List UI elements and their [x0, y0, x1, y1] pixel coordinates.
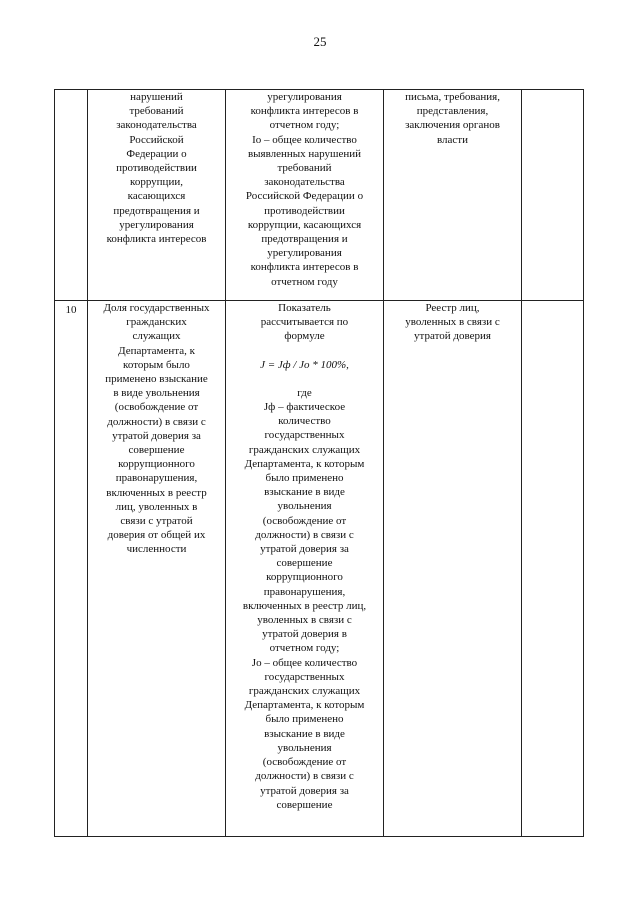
indicator-line: коррупции,: [130, 176, 183, 189]
row-number-cell: 10: [55, 301, 88, 837]
formula-line: должности) в связи с: [255, 528, 354, 541]
formula-line: утратой доверия за: [260, 543, 349, 556]
source-line: власти: [437, 133, 468, 146]
indicator-line: лиц, уволенных в: [115, 500, 198, 513]
formula-line: было применено: [265, 472, 344, 485]
source-line: Реестр лиц,: [425, 302, 480, 314]
indicator-line: противодействии: [116, 162, 197, 175]
formula-line: Jф – фактическое: [263, 401, 346, 414]
formula-line: предотвращения и: [261, 233, 348, 246]
indicator-line: нарушений: [130, 91, 183, 103]
row-number-cell: [55, 90, 88, 301]
formula-cell: [226, 90, 384, 301]
formula-line: урегулирования: [267, 247, 342, 260]
indicators-table: [54, 89, 584, 837]
formula-line: включенных в реестр лиц,: [242, 599, 367, 612]
formula-line: государственных: [264, 670, 345, 683]
formula-line: требований: [277, 162, 332, 175]
source-line: утратой доверия: [414, 330, 491, 343]
indicator-cell: [88, 90, 226, 301]
extra-cell: [522, 90, 584, 301]
indicator-line: требований: [129, 105, 184, 118]
formula-line: выявленных нарушений: [247, 147, 362, 160]
source-line: представления,: [416, 105, 489, 118]
indicator-line: в виде увольнения: [113, 387, 200, 400]
indicator-line: Федерации о: [126, 147, 187, 160]
indicator-line: Доля государственных: [103, 302, 210, 314]
formula-line: взыскание в виде: [264, 486, 345, 499]
indicator-line: совершение: [128, 444, 185, 457]
indicator-line: (освобождение от: [114, 401, 199, 414]
indicator-line: Департамента, к: [118, 344, 195, 357]
formula-line: увольнения: [277, 741, 332, 754]
formula-expression: J = Jф / Jo * 100%,: [260, 358, 349, 371]
formula-line: отчетном году;: [269, 642, 340, 655]
indicator-line: предотвращения и: [113, 204, 200, 217]
formula-line: было применено: [265, 713, 344, 726]
formula-line: противодействии: [264, 204, 345, 217]
formula-line: совершение: [276, 798, 333, 811]
table-row: [55, 301, 584, 837]
indicator-line: применено взыскание: [105, 373, 208, 386]
formula-line: отчетном году: [271, 275, 338, 288]
formula-line: увольнения: [277, 500, 332, 513]
page-number: 25: [313, 34, 327, 49]
indicator-line: Российской: [129, 133, 184, 146]
indicator-line: служащих: [132, 330, 181, 343]
formula-line: коррупционного: [266, 571, 343, 584]
indicator-line: численности: [126, 543, 187, 556]
formula-line: уволенных в связи с: [257, 614, 352, 627]
formula-spacer: [229, 372, 380, 386]
formula-line: Io – общее количество: [252, 133, 357, 146]
source-line: письма, требования,: [405, 91, 500, 103]
formula-line: правонарушения,: [263, 585, 346, 598]
indicator-line: законодательства: [116, 119, 197, 132]
formula-line: количество: [278, 415, 331, 428]
source-cell: [384, 301, 522, 837]
formula-line: гражданских служащих: [248, 443, 361, 456]
formula-line: должности) в связи с: [255, 770, 354, 783]
formula-line: Департамента, к которым: [244, 699, 365, 712]
formula-spacer: [229, 344, 380, 358]
formula-line: конфликта интересов в: [250, 261, 359, 274]
source-line: уволенных в связи с: [405, 316, 500, 329]
formula-line: совершение: [276, 557, 333, 570]
indicator-line: правонарушения,: [115, 472, 198, 485]
indicator-line: связи с утратой: [120, 515, 193, 528]
extra-cell: [522, 301, 584, 837]
indicator-line: утратой доверия за: [112, 429, 201, 442]
formula-intro-line: формуле: [284, 330, 325, 343]
formula-cell: [226, 301, 384, 837]
formula-line: утратой доверия за: [260, 784, 349, 797]
source-cell: [384, 90, 522, 301]
indicator-line: касающихся: [127, 190, 186, 203]
formula-line: отчетном году;: [269, 119, 340, 132]
formula-line: (освобождение от: [262, 514, 347, 527]
formula-line: урегулирования: [267, 91, 342, 103]
indicator-line: урегулирования: [119, 218, 194, 231]
indicator-cell: [88, 301, 226, 837]
indicator-line: которым было: [123, 358, 190, 371]
indicator-line: коррупционного: [118, 458, 195, 471]
formula-line: (освобождение от: [262, 756, 347, 769]
formula-line: Jo – общее количество: [251, 656, 358, 669]
indicator-line: включенных в реестр: [106, 486, 207, 499]
indicator-line: доверия от общей их: [107, 529, 206, 542]
indicator-line: должности) в связи с: [107, 415, 206, 428]
source-line: заключения органов: [405, 119, 500, 132]
formula-line: государственных: [264, 429, 345, 442]
formula-line: утратой доверия в: [262, 628, 347, 641]
formula-line: Департамента, к которым: [244, 457, 365, 470]
formula-line: законодательства: [264, 176, 345, 189]
formula-intro-line: Показатель: [278, 302, 331, 314]
indicator-line: гражданских: [126, 316, 187, 329]
formula-line: взыскание в виде: [264, 727, 345, 740]
formula-intro-line: рассчитывается по: [260, 316, 349, 329]
formula-line: конфликта интересов в: [250, 105, 359, 118]
formula-line: где: [297, 386, 312, 399]
formula-line: Российской Федерации о: [245, 190, 364, 203]
formula-line: гражданских служащих: [248, 685, 361, 698]
table-row: [55, 90, 584, 301]
indicator-line: конфликта интересов: [106, 233, 207, 246]
formula-line: коррупции, касающихся: [247, 218, 362, 231]
